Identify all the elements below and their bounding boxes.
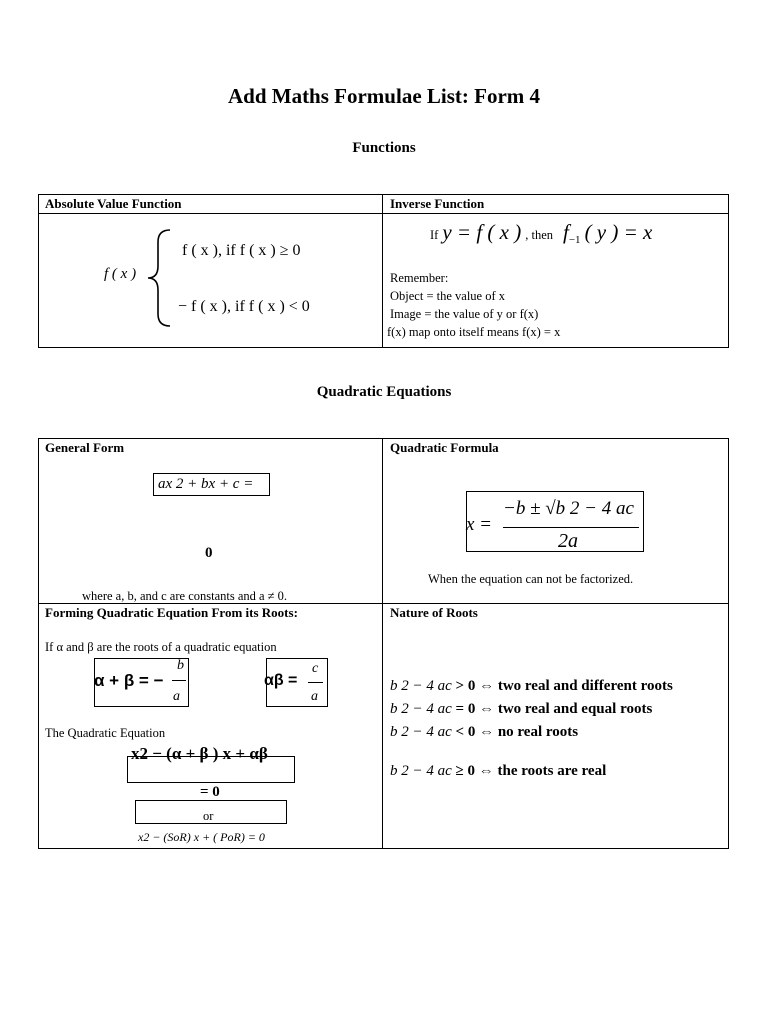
quadratic-equation-2: x2 − (SoR) x + ( PoR) = 0 [138,830,265,844]
page-title: Add Maths Formulae List: Form 4 [227,84,541,108]
inverse-f: f [563,220,569,244]
inverse-if: If [430,228,439,242]
sum-of-roots: α + β = − [94,671,164,690]
quadratic-col-divider [382,438,383,849]
inverse-function-header: Inverse Function [390,196,485,211]
quadratic-equation-1-zero: = 0 [200,784,220,800]
forming-intro: If α and β are the roots of a quadratic equation [45,640,277,654]
functions-table [38,194,729,348]
inverse-left: y = f ( x ) [442,220,522,244]
quadratic-heading: Quadratic Equations [316,384,452,400]
inverse-sup: −1 [568,234,581,247]
or-label: or [203,809,214,823]
absolute-fx: f ( x ) [104,266,137,282]
sum-num: b [177,658,184,673]
nature-row [390,701,652,718]
prod-fraction-bar [308,682,323,683]
functions-col-divider [382,194,383,348]
nature-of-roots-header: Nature of Roots [390,605,478,620]
product-of-roots: αβ = [264,672,298,689]
inverse-right: ( y ) = x [584,220,653,244]
general-form-where: where a, b, and c are constants and a ≠ 0. [82,589,288,603]
nature-expr: b 2 − 4 ac [390,763,452,779]
nature-relation: < 0 ⇔ no real roots [455,724,579,740]
nature-row [390,724,578,741]
prod-num: c [312,661,319,676]
absolute-value-header: Absolute Value Function [45,196,182,211]
nature-expr: b 2 − 4 ac [390,724,452,740]
inverse-formula [430,220,652,246]
quadratic-equation-1: x2 − (α + β ) x + αβ [131,744,268,763]
inverse-then: , then [525,228,553,242]
forming-header: Forming Quadratic Equation From its Roots: [45,605,298,620]
quadratic-formula-denominator: 2a [558,530,578,552]
general-form-header: General Form [45,440,125,455]
object-line: Object = the value of x [390,289,505,303]
quadratic-formula-x: x = [466,514,493,535]
general-form-zero: 0 [205,545,213,561]
sum-fraction-bar [172,680,186,681]
general-form-formula: ax 2 + bx + c = [158,476,254,492]
nature-row [390,763,606,780]
quadratic-formula-numerator: −b ± √b 2 − 4 ac [503,498,634,519]
absolute-case-1: f ( x ), if f ( x ) ≥ 0 [182,242,301,259]
nature-row [390,678,673,695]
nature-relation: ≥ 0 ⇔ the roots are real [455,763,607,779]
absolute-case-2: − f ( x ), if f ( x ) < 0 [178,298,310,315]
functions-header-divider [38,213,729,214]
image-line: Image = the value of y or f(x) [390,307,539,321]
functions-heading: Functions [352,140,416,156]
nature-relation: > 0 ⇔ two real and different roots [455,678,673,694]
nature-expr: b 2 − 4 ac [390,701,452,717]
quadratic-formula-header: Quadratic Formula [390,440,499,455]
quadratic-formula-note: When the equation can not be factorized. [428,572,634,586]
quadratic-equation-label: The Quadratic Equation [45,726,166,740]
remember-label: Remember: [390,271,449,285]
prod-den: a [311,689,318,704]
map-line: f(x) map onto itself means f(x) = x [387,325,561,339]
left-brace-icon [144,228,174,328]
sum-den: a [173,689,180,704]
nature-relation: = 0 ⇔ two real and equal roots [455,701,653,717]
fraction-bar [503,527,639,528]
nature-expr: b 2 − 4 ac [390,678,452,694]
